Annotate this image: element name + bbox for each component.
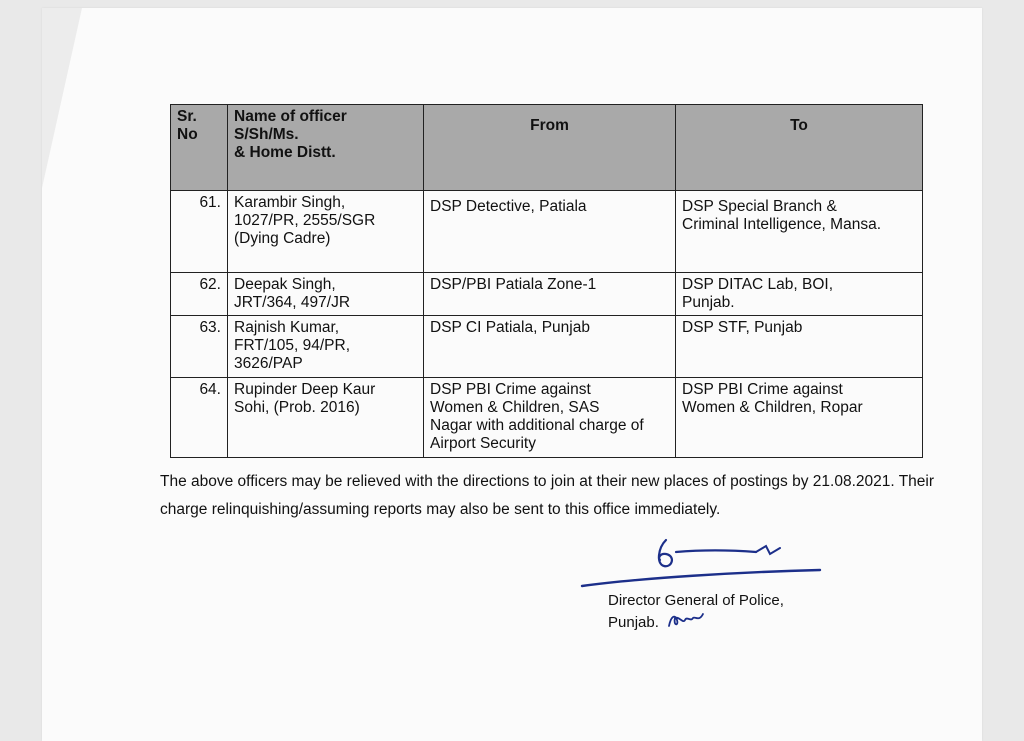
row-sr-no: 62.	[171, 273, 228, 316]
row-from: DSP Detective, Patiala	[424, 191, 676, 273]
row-sr-no: 61.	[171, 191, 228, 273]
row-officer-name: Rupinder Deep Kaur Sohi, (Prob. 2016)	[228, 378, 424, 458]
row-officer-name: Rajnish Kumar, FRT/105, 94/PR, 3626/PAP	[228, 316, 424, 378]
table-row	[171, 316, 923, 378]
header-name-of-officer: Name of officer S/Sh/Ms. & Home Distt.	[228, 105, 424, 191]
row-officer-name: Deepak Singh, JRT/364, 497/JR	[228, 273, 424, 316]
signature-block	[608, 590, 784, 634]
row-sr-no: 64.	[171, 378, 228, 458]
signatory-title: Director General of Police,	[608, 592, 784, 609]
row-sr-no: 63.	[171, 316, 228, 378]
header-sr-no: Sr. No	[171, 105, 228, 191]
row-to: DSP DITAC Lab, BOI, Punjab.	[676, 273, 923, 316]
table-header-row	[171, 105, 923, 191]
directions-paragraph: The above officers may be relieved with the directions to join at their new places of postings by 21.08.2021. Their charge relinquishing/assuming reports may also be sent to this office immediately.	[160, 473, 935, 518]
row-to: DSP Special Branch & Criminal Intelligence, Mansa.	[676, 191, 923, 273]
row-from: DSP CI Patiala, Punjab	[424, 316, 676, 378]
initials-scribble	[667, 612, 707, 630]
table-row	[171, 191, 923, 273]
signatory-state: Punjab.	[608, 612, 784, 634]
table-row	[171, 378, 923, 458]
row-to: DSP PBI Crime against Women & Children, Ropar	[676, 378, 923, 458]
table-row	[171, 273, 923, 316]
row-from: DSP/PBI Patiala Zone-1	[424, 273, 676, 316]
header-from: From	[424, 105, 676, 191]
row-from: DSP PBI Crime against Women & Children, SAS Nagar with additional charge of Airport Security	[424, 378, 676, 458]
row-officer-name: Karambir Singh, 1027/PR, 2555/SGR (Dying Cadre)	[228, 191, 424, 273]
page-fold-shadow	[42, 8, 82, 188]
postings-table	[170, 104, 923, 458]
row-to: DSP STF, Punjab	[676, 316, 923, 378]
header-to: To	[676, 105, 923, 191]
